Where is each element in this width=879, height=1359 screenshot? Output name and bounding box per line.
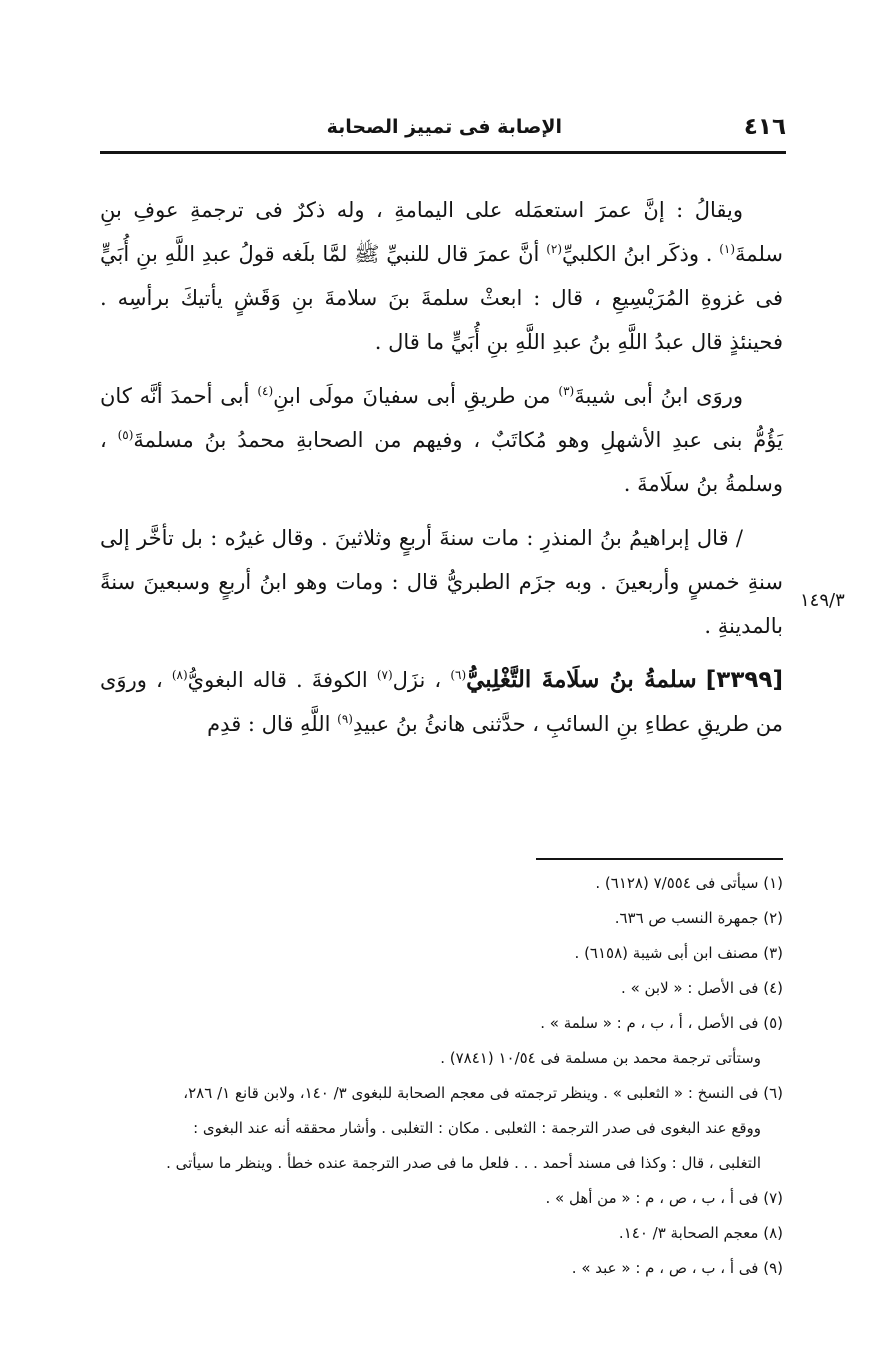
page-number: ٤١٦ xyxy=(743,114,786,140)
footnote-6-continuation-1: ووقع عند البغوى فى صدر الترجمة : الثعلبى . مكان : التغلبى . وأشار محققه أنه عند البغوى : xyxy=(193,1119,761,1137)
footnote-ref-2: (٢) xyxy=(546,242,563,256)
footnote-5: (٥) فى الأصل ، أ ، ب ، م : « سلمة » . xyxy=(540,1014,783,1032)
footnote-ref-6: (٦) xyxy=(450,668,467,682)
footnote-ref-7: (٧) xyxy=(376,668,393,682)
footnote-ref-4: (٤) xyxy=(257,384,274,398)
entry-name: سلمةُ بنُ سلَامةَ التَّغْلِبيُّ xyxy=(466,666,697,693)
footnote-ref-3: (٣) xyxy=(558,384,575,398)
paragraph-3: / قال إبراهيمُ بنُ المنذرِ : مات سنةَ أربعٍ وثلاثينَ . وقال غيرُه : بل تأخَّر إلى سنةِ خمسٍ وأربعينَ . وبه جزَم الطبريُّ قال : ومات وهو ابنُ أربعٍ وسبعينَ سنةً بالمدينةِ . xyxy=(100,526,783,638)
footnote-5-continuation: وستأتى ترجمة محمد بن مسلمة فى ١٠/٥٤ (٧٨٤١) . xyxy=(440,1049,761,1067)
footnote-6: (٦) فى النسخ : « الثعلبى » . وينظر ترجمته فى معجم الصحابة للبغوى ٣/ ١٤٠، ولابن قانع ١/ ٢٨٦، xyxy=(183,1084,783,1102)
footnote-3: (٣) مصنف ابن أبى شيبة (٦١٥٨) . xyxy=(574,944,783,962)
footnote-4: (٤) فى الأصل : « لابن » . xyxy=(621,979,783,997)
paragraph-1: ويقالُ : إنَّ عمرَ استعمَله على اليمامةِ ، وله ذكرٌ فى ترجمةِ عوفِ بنِ سلمةَ$^{(١)}$ . وذكَر ابنُ الكلبيِّ$^{(٢)}$ أنَّ عمرَ قال للنبيِّ ﷺ لمَّا بلَغه قولُ عبدِ اللَّهِ بنِ أُبَيٍّ فى غزوةِ المُرَيْسِيعِ ، قال : ابعثْ سلمةَ بنَ سلامةَ بنِ وَقَشٍ يأتيكَ برأسِه . فحينئذٍ قال عبدُ اللَّهِ بنُ عبدِ اللَّهِ بنِ أُبَيٍّ ما قال . xyxy=(100,198,783,354)
footnote-ref-5: (٥) xyxy=(117,428,134,442)
footnote-ref-1: (١) xyxy=(719,242,736,256)
margin-volume-page-ref: ١٤٩/٣ xyxy=(800,590,845,611)
paragraph-2: وروَى ابنُ أبى شيبةَ$^{(٣)}$ من طريقِ أبى سفيانَ مولَى ابنِ$^{(٤)}$ أبى أحمدَ أنَّه كان يَؤُمُّ بنى عبدِ الأشهلِ وهو مُكاتَبٌ ، وفيهم من الصحابةِ محمدُ بنُ مسلمةَ$^{(٥)}$ ، وسلمةُ بنُ سلَامةَ . xyxy=(100,384,783,496)
running-title: الإصابة فى تمييز الصحابة xyxy=(326,116,562,138)
main-text xyxy=(100,188,783,756)
entry-number: [٣٣٩٩] xyxy=(705,667,783,693)
page-header xyxy=(100,112,786,148)
footnote-divider xyxy=(536,858,783,860)
header-divider xyxy=(100,151,786,154)
footnote-6-continuation-2: التغلبى ، قال : وكذا فى مسند أحمد . . . فلعل ما فى صدر الترجمة عنده خطأ . وينظر ما سيأتى . xyxy=(166,1154,761,1172)
footnotes xyxy=(88,866,783,1286)
footnote-8: (٨) معجم الصحابة ٣/ ١٤٠. xyxy=(618,1224,783,1242)
footnote-ref-8: (٨) xyxy=(171,668,188,682)
footnote-7: (٧) فى أ ، ب ، ص ، م : « من أهل » . xyxy=(545,1189,783,1207)
footnote-9: (٩) فى أ ، ب ، ص ، م : « عبد » . xyxy=(571,1259,783,1277)
footnote-2: (٢) جمهرة النسب ص ٦٣٦. xyxy=(614,909,783,927)
footnote-ref-9: (٩) xyxy=(337,712,353,726)
entry-3399: [٣٣٩٩] سلمةُ بنُ سلَامةَ التَّغْلِبيُّ$^{(٦)}$ ، نزَل$^{(٧)}$ الكوفةَ . قاله البغويُّ$^{(٨)}$ ، وروَى من طريقِ عطاءِ بنِ السائبِ ، حدَّثنى هانئُ بنُ عبيدِ$^{(٩)}$ اللَّهِ قال : قدِم xyxy=(100,666,783,736)
footnote-1: (١) سيأتى فى ٧/٥٥٤ (٦١٢٨) . xyxy=(595,874,783,892)
